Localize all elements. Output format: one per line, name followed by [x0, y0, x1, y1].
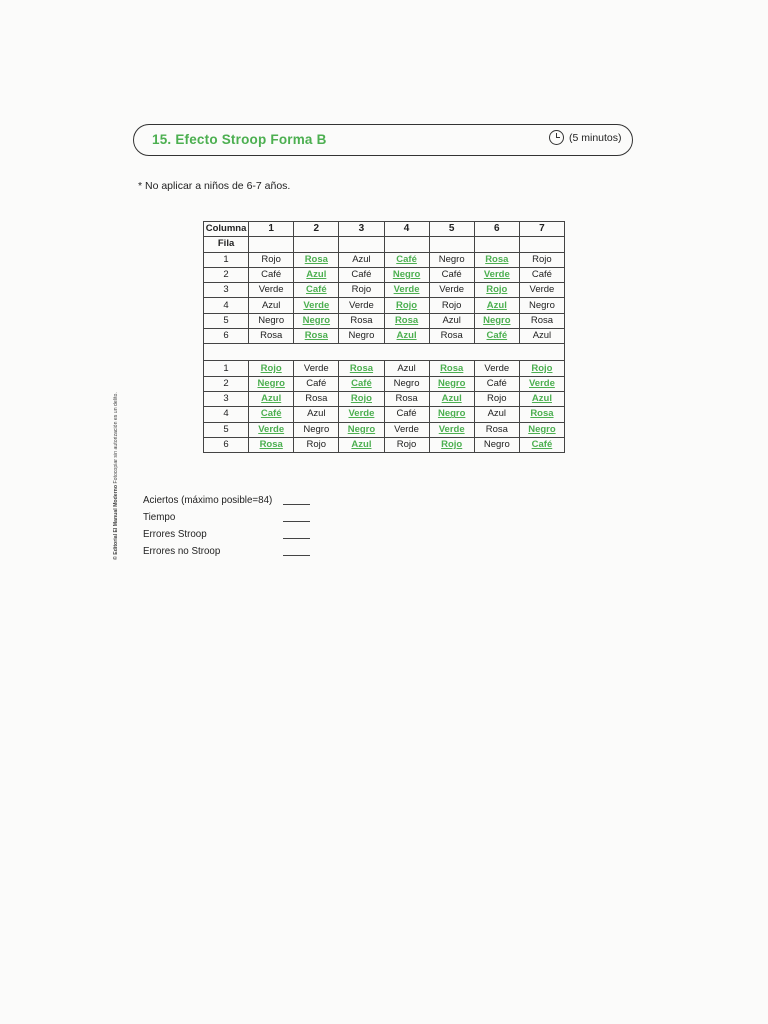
color-word-cell-highlighted: Rojo	[384, 298, 429, 313]
color-word-cell: Rojo	[294, 437, 339, 452]
color-word-cell-highlighted: Café	[384, 252, 429, 267]
color-word-cell-highlighted: Café	[339, 376, 384, 391]
table-row	[204, 361, 565, 376]
result-errores-stroop	[143, 529, 323, 546]
result-aciertos	[143, 495, 323, 512]
color-word-cell-highlighted: Rojo	[249, 361, 294, 376]
fila-header-row	[204, 237, 565, 252]
color-word-cell-highlighted: Verde	[294, 298, 339, 313]
copyright-publisher: © Editorial El Manual Moderno	[113, 484, 119, 560]
color-word-cell: Azul	[519, 329, 564, 344]
answer-line	[283, 521, 310, 522]
row-number: 6	[204, 437, 249, 452]
color-word-cell: Negro	[429, 252, 474, 267]
color-word-cell-highlighted: Rosa	[474, 252, 519, 267]
color-word-cell-highlighted: Rojo	[339, 391, 384, 406]
color-word-cell: Negro	[339, 329, 384, 344]
color-word-cell-highlighted: Rosa	[294, 252, 339, 267]
color-word-cell: Rojo	[474, 391, 519, 406]
empty-cell	[384, 237, 429, 252]
empty-cell	[519, 237, 564, 252]
column-header-row	[204, 222, 565, 237]
results-section	[143, 495, 323, 563]
color-word-cell-highlighted: Verde	[429, 422, 474, 437]
color-word-cell: Verde	[249, 283, 294, 298]
color-word-cell: Verde	[519, 283, 564, 298]
page-title: 15. Efecto Stroop Forma B	[152, 132, 327, 147]
color-word-cell-highlighted: Verde	[249, 422, 294, 437]
column-header: 2	[294, 222, 339, 237]
color-word-cell: Verde	[294, 361, 339, 376]
color-word-cell-highlighted: Azul	[519, 391, 564, 406]
color-word-cell: Verde	[474, 361, 519, 376]
color-word-cell: Azul	[474, 407, 519, 422]
color-word-cell: Rojo	[519, 252, 564, 267]
result-label: Errores Stroop	[143, 529, 207, 540]
color-word-cell-highlighted: Negro	[429, 376, 474, 391]
table-block-2	[204, 361, 565, 453]
column-header: 6	[474, 222, 519, 237]
table-row	[204, 267, 565, 282]
color-word-cell: Rosa	[474, 422, 519, 437]
row-number: 1	[204, 361, 249, 376]
row-number: 5	[204, 422, 249, 437]
color-word-cell-highlighted: Azul	[429, 391, 474, 406]
color-word-cell: Negro	[249, 313, 294, 328]
table-block-1	[204, 252, 565, 344]
clock-icon	[549, 130, 564, 145]
color-word-cell: Azul	[249, 298, 294, 313]
color-word-cell: Rosa	[429, 329, 474, 344]
table-row	[204, 298, 565, 313]
color-word-cell-highlighted: Rosa	[294, 329, 339, 344]
color-word-cell: Negro	[294, 422, 339, 437]
color-word-cell-highlighted: Negro	[474, 313, 519, 328]
color-word-cell: Negro	[384, 376, 429, 391]
color-word-cell: Negro	[474, 437, 519, 452]
column-header: 1	[249, 222, 294, 237]
table-row	[204, 437, 565, 452]
color-word-cell: Café	[474, 376, 519, 391]
separator-row	[204, 344, 565, 361]
row-number: 2	[204, 376, 249, 391]
answer-line	[283, 538, 310, 539]
row-number: 2	[204, 267, 249, 282]
color-word-cell-highlighted: Negro	[429, 407, 474, 422]
color-word-cell-highlighted: Negro	[384, 267, 429, 282]
empty-cell	[474, 237, 519, 252]
table-row	[204, 313, 565, 328]
time-indicator	[549, 130, 622, 145]
color-word-cell-highlighted: Negro	[519, 422, 564, 437]
color-word-cell-highlighted: Rosa	[249, 437, 294, 452]
row-number: 3	[204, 283, 249, 298]
color-word-cell-highlighted: Verde	[384, 283, 429, 298]
color-word-cell: Azul	[339, 252, 384, 267]
column-header: 5	[429, 222, 474, 237]
color-word-cell-highlighted: Negro	[294, 313, 339, 328]
color-word-cell: Negro	[519, 298, 564, 313]
color-word-cell: Rosa	[249, 329, 294, 344]
color-word-cell-highlighted: Rosa	[339, 361, 384, 376]
age-note: * No aplicar a niños de 6-7 años.	[138, 180, 291, 192]
row-number: 4	[204, 407, 249, 422]
color-word-cell: Verde	[429, 283, 474, 298]
color-word-cell: Rojo	[249, 252, 294, 267]
table-row	[204, 252, 565, 267]
color-word-cell-highlighted: Azul	[294, 267, 339, 282]
color-word-cell: Café	[249, 267, 294, 282]
row-number: 4	[204, 298, 249, 313]
table-row	[204, 422, 565, 437]
color-word-cell-highlighted: Verde	[339, 407, 384, 422]
column-header: 7	[519, 222, 564, 237]
color-word-cell: Café	[384, 407, 429, 422]
color-word-cell-highlighted: Rojo	[519, 361, 564, 376]
result-label: Errores no Stroop	[143, 546, 221, 557]
color-word-cell-highlighted: Rosa	[519, 407, 564, 422]
corner-fila: Fila	[204, 237, 249, 252]
color-word-cell-highlighted: Café	[519, 437, 564, 452]
result-label: Tiempo	[143, 512, 176, 523]
result-errores-no-stroop	[143, 546, 323, 563]
table-row	[204, 376, 565, 391]
separator-cell	[204, 344, 565, 361]
table-row	[204, 391, 565, 406]
color-word-cell: Rojo	[429, 298, 474, 313]
color-word-cell: Verde	[339, 298, 384, 313]
color-word-cell-highlighted: Café	[249, 407, 294, 422]
row-number: 5	[204, 313, 249, 328]
color-word-cell-highlighted: Azul	[474, 298, 519, 313]
color-word-cell: Rosa	[519, 313, 564, 328]
color-word-cell-highlighted: Rosa	[384, 313, 429, 328]
empty-cell	[429, 237, 474, 252]
stroop-table	[203, 221, 565, 453]
color-word-cell-highlighted: Rosa	[429, 361, 474, 376]
table-row	[204, 407, 565, 422]
table-row	[204, 283, 565, 298]
color-word-cell-highlighted: Negro	[339, 422, 384, 437]
color-word-cell: Azul	[429, 313, 474, 328]
color-word-cell: Azul	[294, 407, 339, 422]
color-word-cell: Rosa	[384, 391, 429, 406]
color-word-cell: Rojo	[339, 283, 384, 298]
color-word-cell-highlighted: Rojo	[474, 283, 519, 298]
color-word-cell-highlighted: Verde	[519, 376, 564, 391]
color-word-cell: Rojo	[384, 437, 429, 452]
column-header: 4	[384, 222, 429, 237]
color-word-cell: Café	[429, 267, 474, 282]
row-number: 6	[204, 329, 249, 344]
color-word-cell-highlighted: Verde	[474, 267, 519, 282]
copyright-side-text	[113, 392, 119, 560]
answer-line	[283, 504, 310, 505]
color-word-cell-highlighted: Negro	[249, 376, 294, 391]
corner-columna: Columna	[204, 222, 249, 237]
color-word-cell: Azul	[384, 361, 429, 376]
color-word-cell-highlighted: Azul	[249, 391, 294, 406]
color-word-cell-highlighted: Café	[294, 283, 339, 298]
color-word-cell-highlighted: Azul	[339, 437, 384, 452]
table-row	[204, 329, 565, 344]
column-header: 3	[339, 222, 384, 237]
result-label: Aciertos (máximo posible=84)	[143, 495, 273, 506]
time-label: (5 minutos)	[569, 131, 622, 144]
color-word-cell: Verde	[384, 422, 429, 437]
row-number: 3	[204, 391, 249, 406]
color-word-cell-highlighted: Azul	[384, 329, 429, 344]
row-number: 1	[204, 252, 249, 267]
color-word-cell: Rosa	[294, 391, 339, 406]
empty-cell	[249, 237, 294, 252]
color-word-cell-highlighted: Rojo	[429, 437, 474, 452]
color-word-cell: Rosa	[339, 313, 384, 328]
empty-cell	[339, 237, 384, 252]
table-separator	[204, 344, 565, 361]
result-tiempo	[143, 512, 323, 529]
answer-line	[283, 555, 310, 556]
empty-cell	[294, 237, 339, 252]
color-word-cell-highlighted: Café	[474, 329, 519, 344]
color-word-cell: Café	[339, 267, 384, 282]
copyright-notice: Fotocopiar sin autorización es un delito.	[113, 392, 119, 485]
color-word-cell: Café	[519, 267, 564, 282]
color-word-cell: Café	[294, 376, 339, 391]
